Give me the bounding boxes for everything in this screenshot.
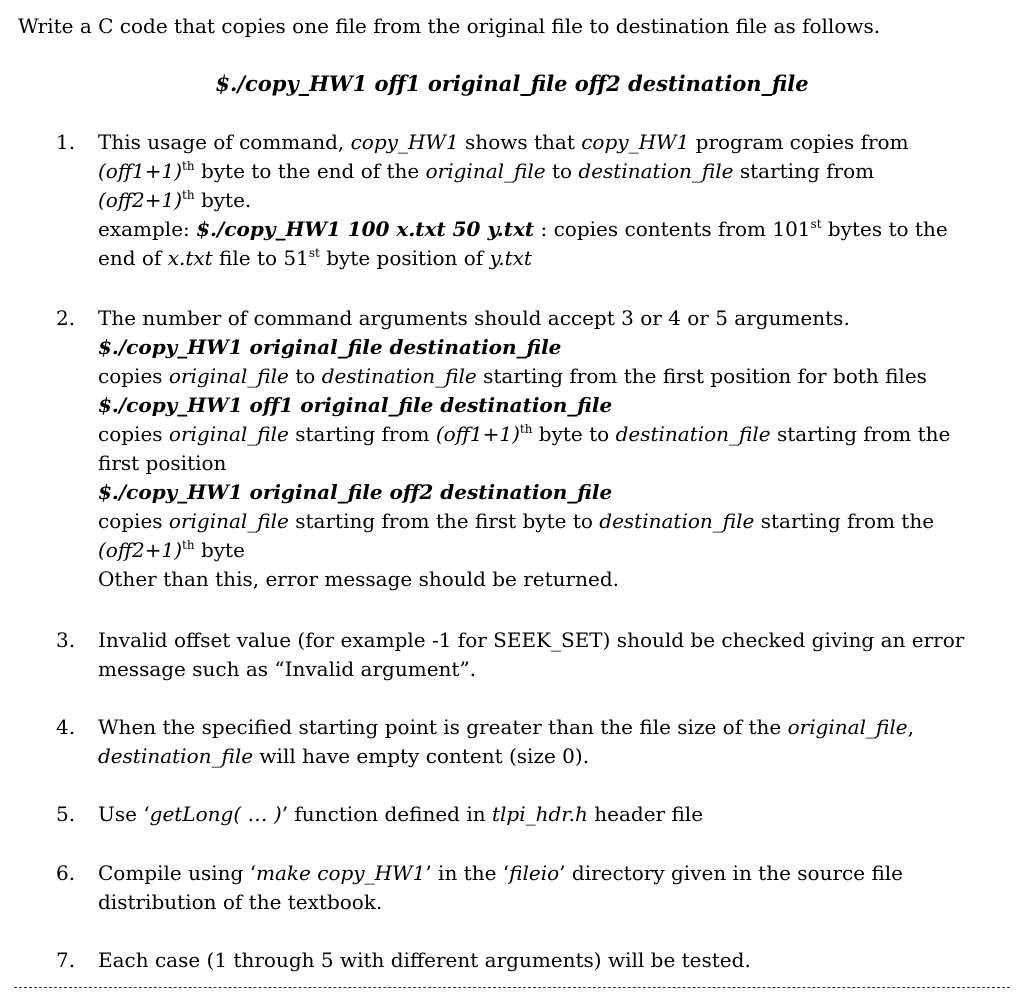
item-number: 1. (56, 130, 76, 154)
text: ’ in the ‘ (425, 861, 510, 885)
usage-command: $./copy_HW1 off1 original_file destination_file (98, 393, 613, 417)
filename: original_file (425, 159, 546, 183)
item-number: 2. (56, 306, 76, 330)
filename: original_file (787, 715, 908, 739)
item-line: Other than this, error message should be returned. (98, 567, 619, 591)
text: : copies contents from 101 (534, 217, 811, 241)
item-line (98, 215, 1008, 244)
dashed-divider (14, 987, 1010, 988)
filename: destination_file (599, 509, 755, 533)
text: will have empty content (size 0). (253, 744, 590, 768)
text: starting from the first byte to (288, 509, 600, 533)
item-line: Invalid offset value (for example -1 for SEEK_SET) should be checked giving an error (98, 628, 965, 652)
item-line (98, 507, 1008, 536)
text: , (907, 715, 914, 739)
item-body (98, 800, 1008, 829)
text: program copies from (689, 130, 909, 154)
text: Compile using ‘ (98, 861, 257, 885)
text: to (545, 159, 579, 183)
item-line (98, 244, 1008, 273)
item-body (98, 713, 1008, 771)
text: ’ directory given in the source file (559, 861, 904, 885)
item-line (98, 713, 1008, 742)
intro-text: Write a C code that copies one file from the original file to destination file as follows. (18, 14, 881, 38)
ordinal-suffix: th (182, 159, 195, 173)
text: example: (98, 217, 197, 241)
text: copies (98, 509, 169, 533)
text: copies (98, 422, 169, 446)
usage-command: $./copy_HW1 original_file destination_file (98, 335, 562, 359)
item-line: message such as “Invalid argument”. (98, 657, 477, 681)
text: byte. (194, 188, 252, 212)
item-line (98, 362, 1008, 391)
item-line: The number of command arguments should accept 3 or 4 or 5 arguments. (98, 306, 850, 330)
item-line (98, 859, 1008, 888)
filename: x.txt (167, 246, 213, 270)
offset-expr: (off1+1) (435, 422, 520, 446)
filename: original_file (168, 364, 289, 388)
text: starting from the first position for both files (476, 364, 927, 388)
text: starting from (733, 159, 875, 183)
item-body (98, 859, 1008, 917)
ordinal-suffix: th (519, 422, 533, 436)
item-body (98, 304, 1008, 594)
text: When the specified starting point is greater than the file size of the (98, 715, 788, 739)
filename: destination_file (578, 159, 734, 183)
text: This usage of command, (98, 130, 351, 154)
usage-command: $./copy_HW1 original_file off2 destination_file (98, 480, 613, 504)
text: shows that (458, 130, 582, 154)
example-command: $./copy_HW1 100 x.txt 50 y.txt (196, 217, 535, 241)
filename: destination_file (321, 364, 477, 388)
item-number: 4. (56, 715, 76, 739)
item-number: 6. (56, 861, 76, 885)
directory-name: fileio (509, 861, 560, 885)
function-name: getLong( … ) (149, 802, 282, 826)
item-number: 5. (56, 802, 76, 826)
item-line (98, 157, 1008, 186)
text: ’ function defined in (281, 802, 492, 826)
text: to (288, 364, 322, 388)
text: byte (194, 538, 245, 562)
filename: original_file (168, 509, 289, 533)
item-body (98, 626, 1008, 684)
ordinal-suffix: th (182, 538, 195, 552)
make-command: make copy_HW1 (256, 861, 426, 885)
text: bytes to the (821, 217, 948, 241)
offset-expr: (off1+1) (98, 159, 183, 183)
program-name: copy_HW1 (350, 130, 459, 154)
ordinal-suffix: th (182, 188, 195, 202)
filename: destination_file (615, 422, 771, 446)
item-line (98, 742, 1008, 771)
command-usage: $./copy_HW1 off1 original_file off2 destination_file (215, 71, 809, 96)
header-filename: tlpi_hdr.h (491, 802, 588, 826)
item-line (98, 420, 1008, 449)
program-name: copy_HW1 (581, 130, 690, 154)
text: file to 51 (212, 246, 309, 270)
text: starting from the (754, 509, 935, 533)
ordinal-suffix: st (810, 217, 822, 231)
item-number: 7. (56, 948, 76, 972)
ordinal-suffix: st (308, 246, 320, 260)
text: starting from (288, 422, 436, 446)
text: byte to (532, 422, 616, 446)
filename: destination_file (98, 744, 254, 768)
filename: y.txt (489, 246, 532, 270)
text: header file (587, 802, 704, 826)
text: byte to the end of the (194, 159, 426, 183)
item-body (98, 946, 1008, 975)
item-line (98, 128, 1008, 157)
text: starting from the (770, 422, 951, 446)
item-line (98, 186, 1008, 215)
item-line: Each case (1 through 5 with different arguments) will be tested. (98, 948, 751, 972)
offset-expr: (off2+1) (98, 538, 183, 562)
text: Use ‘ (98, 802, 150, 826)
text: end of (98, 246, 168, 270)
item-line: distribution of the textbook. (98, 890, 383, 914)
item-line: first position (98, 451, 227, 475)
item-body (98, 128, 1008, 273)
offset-expr: (off2+1) (98, 188, 183, 212)
filename: original_file (168, 422, 289, 446)
text: byte position of (319, 246, 490, 270)
item-number: 3. (56, 628, 76, 652)
text: copies (98, 364, 169, 388)
item-line (98, 800, 1008, 829)
item-line (98, 536, 1008, 565)
